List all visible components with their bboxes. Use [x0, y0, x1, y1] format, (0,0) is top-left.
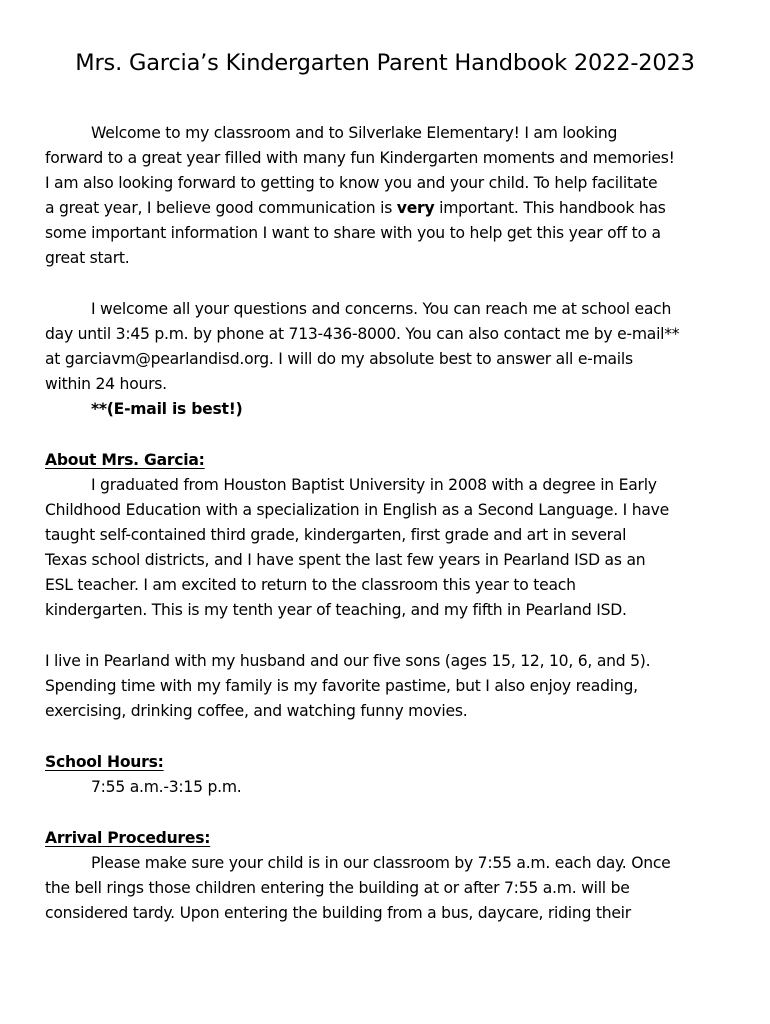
about-p1-line-6: kindergarten. This is my tenth year of teaching, and my fifth in Pearland ISD. [45, 601, 627, 619]
welcome-line-1: Welcome to my classroom and to Silverlake Elementary! I am looking [91, 124, 618, 142]
arrival-line-1: Please make sure your child is in our classroom by 7:55 a.m. each day. Once [91, 854, 671, 872]
contact-line-3: at garciavm@pearlandisd.org. I will do my absolute best to answer all e-mails [45, 350, 633, 368]
about-p2-line-2: Spending time with my family is my favorite pastime, but I also enjoy reading, [45, 677, 638, 695]
arrival-line-3: considered tardy. Upon entering the building from a bus, daycare, riding their [45, 904, 631, 922]
welcome-line-6: great start. [45, 249, 130, 267]
about-p2-line-3: exercising, drinking coffee, and watching funny movies. [45, 702, 468, 720]
welcome-line-3: I am also looking forward to getting to know you and your child. To help facilitate [45, 174, 658, 192]
about-heading: About Mrs. Garcia: [45, 451, 205, 469]
welcome-line-5: some important information I want to share with you to help get this year off to a [45, 224, 661, 242]
welcome-line-4-start: a great year, I believe good communication is [45, 199, 397, 217]
about-p1-line-2: Childhood Education with a specialization in English as a Second Language. I have [45, 501, 669, 519]
contact-line-1: I welcome all your questions and concerns. You can reach me at school each [91, 300, 672, 318]
arrival-line-2: the bell rings those children entering the building at or after 7:55 a.m. will be [45, 879, 630, 897]
school-hours-value: 7:55 a.m.-3:15 p.m. [91, 778, 242, 796]
contact-line-4: within 24 hours. [45, 375, 167, 393]
welcome-line-4-end: important. This handbook has [434, 199, 666, 217]
school-hours-heading: School Hours: [45, 753, 164, 771]
email-best-note: **(E-mail is best!) [91, 400, 243, 418]
emphasis-very: very [396, 199, 435, 217]
contact-line-2: day until 3:45 p.m. by phone at 713-436-8000. You can also contact me by e-mail** [45, 325, 680, 343]
about-p1-line-3: taught self-contained third grade, kindergarten, first grade and art in several [45, 526, 627, 544]
about-p1-line-1: I graduated from Houston Baptist University in 2008 with a degree in Early [91, 476, 657, 494]
arrival-heading: Arrival Procedures: [45, 829, 211, 847]
welcome-line-4 [45, 198, 666, 218]
about-p1-line-4: Texas school districts, and I have spent the last few years in Pearland ISD as an [45, 551, 646, 569]
page-title: Mrs. Garcia’s Kindergarten Parent Handbook 2022-2023 [75, 50, 695, 76]
welcome-line-2: forward to a great year filled with many fun Kindergarten moments and memories! [45, 149, 675, 167]
about-p2-line-1: I live in Pearland with my husband and our five sons (ages 15, 12, 10, 6, and 5). [45, 652, 651, 670]
about-p1-line-5: ESL teacher. I am excited to return to the classroom this year to teach [45, 576, 576, 594]
